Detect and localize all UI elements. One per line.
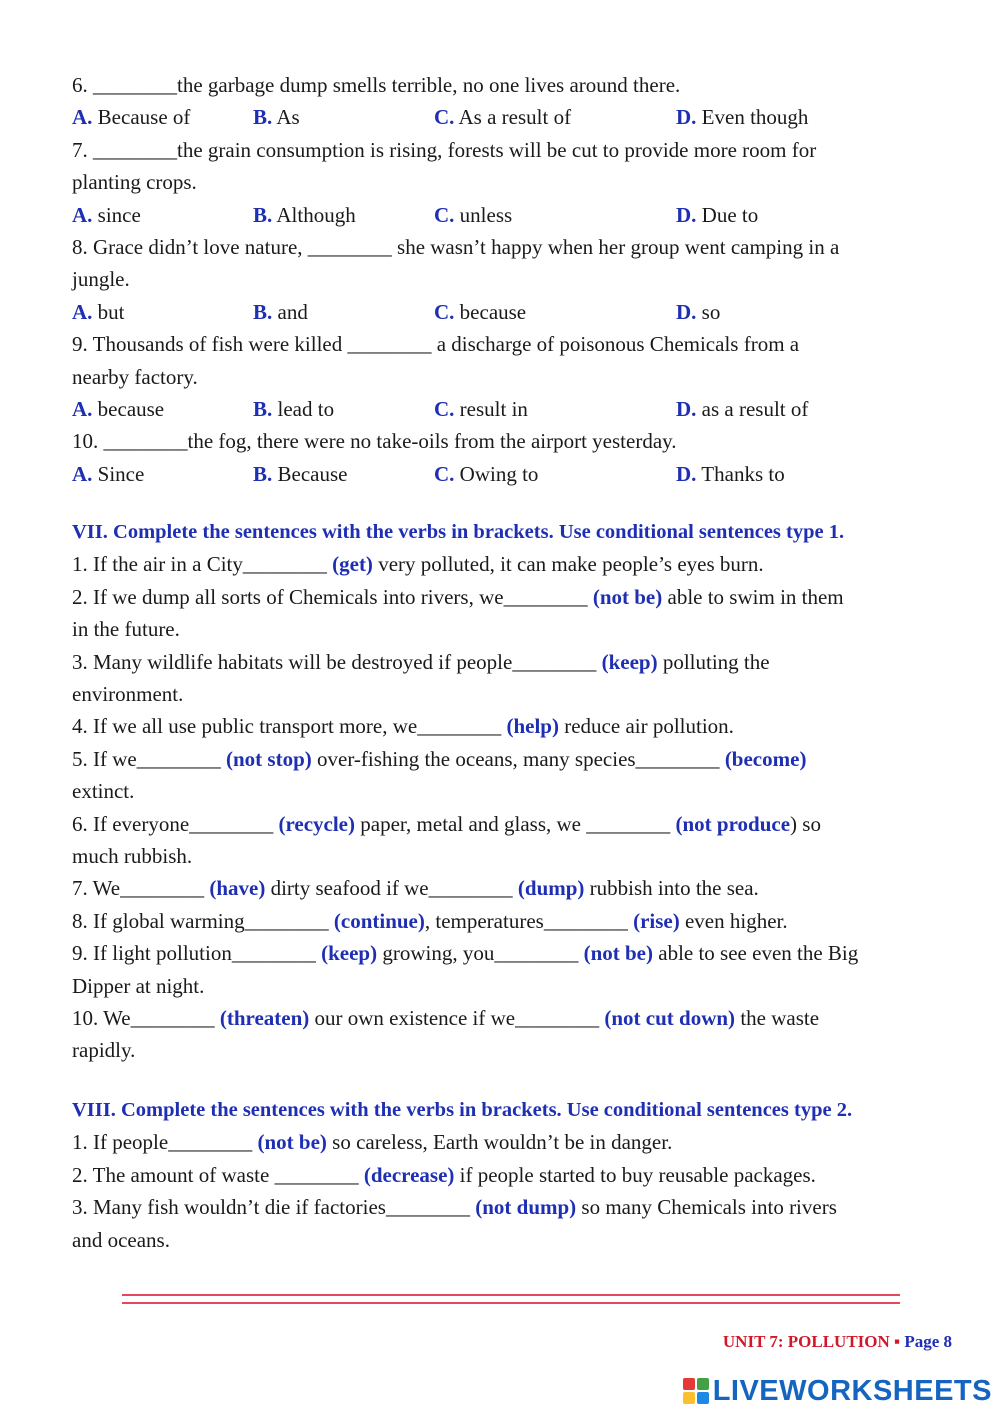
- answer-option[interactable]: [72, 103, 190, 131]
- sentence-text: ) so: [790, 811, 821, 836]
- question-text: 10. ________the fog, there were no take-oils from the airport yesterday.: [72, 429, 677, 454]
- answer-option[interactable]: [434, 103, 571, 131]
- option-text: As a result of: [458, 105, 572, 130]
- option-letter: B.: [253, 105, 273, 130]
- exercise-line: [72, 712, 734, 740]
- answer-option[interactable]: [253, 201, 356, 229]
- option-letter: C.: [434, 461, 455, 486]
- answer-option[interactable]: [434, 201, 512, 229]
- exercise-line: [72, 907, 788, 935]
- sentence-text: very polluted, it can make people’s eyes burn.: [372, 552, 764, 577]
- verb-hint: (have): [209, 876, 266, 901]
- option-letter: C.: [434, 202, 455, 227]
- option-text: lead to: [277, 397, 335, 421]
- exercise-line: [72, 842, 192, 870]
- exercise-line: [72, 810, 821, 838]
- question-text: 6. ________the garbage dump smells terrible, no one lives around there.: [72, 73, 681, 97]
- verb-hint: (not produce: [675, 811, 791, 836]
- option-letter: D.: [676, 202, 697, 227]
- verb-hint: (not stop): [225, 746, 312, 771]
- sentence-text: 4. If we all use public transport more, we________: [72, 714, 507, 739]
- answer-option[interactable]: [253, 460, 347, 488]
- option-text: Due to: [701, 202, 759, 227]
- question-text: 7. ________the grain consumption is rising, forests will be cut to provide more room for: [72, 137, 817, 162]
- exercise-line: [72, 972, 204, 1000]
- exercise-line: [72, 680, 183, 708]
- sentence-text: rapidly.: [72, 1038, 136, 1063]
- sentence-text: 1. If people________: [72, 1130, 258, 1155]
- sentence-text: 8. If global warming________: [72, 908, 334, 933]
- sentence-text: 1. If the air in a City________: [72, 552, 333, 577]
- verb-hint: (not be): [592, 584, 663, 609]
- verb-hint: (not be): [257, 1130, 327, 1155]
- sentence-text: so many Chemicals into rivers: [576, 1195, 837, 1220]
- sentence-text: , temperatures________: [424, 908, 634, 933]
- brand-name: LIVEWORKSHEETS: [712, 1374, 992, 1407]
- page-footer: [723, 1330, 952, 1354]
- answer-option[interactable]: [253, 298, 308, 326]
- option-text: as a result of: [701, 397, 809, 421]
- option-letter: C.: [434, 397, 455, 421]
- sentence-text: 6. If everyone________: [72, 811, 279, 836]
- sentence-text: 3. Many fish wouldn’t die if factories________: [72, 1195, 476, 1220]
- sentence-text: polluting the: [657, 649, 770, 674]
- footer-divider: [122, 1294, 900, 1304]
- answer-option[interactable]: [676, 298, 720, 326]
- sentence-text: 3. Many wildlife habitats will be destroyed if people________: [72, 649, 602, 674]
- answer-option[interactable]: [253, 395, 334, 423]
- sentence-text: if people started to buy reusable packages.: [454, 1162, 816, 1187]
- sentence-text: so careless, Earth wouldn’t be in danger.: [326, 1130, 673, 1155]
- option-text: because: [459, 299, 527, 324]
- option-text: As: [276, 105, 300, 130]
- option-text: because: [97, 397, 165, 421]
- answer-option[interactable]: [434, 395, 528, 423]
- sentence-text: the waste: [735, 1006, 820, 1030]
- exercise-line: [72, 1226, 170, 1254]
- answer-option[interactable]: [72, 460, 144, 488]
- option-text: but: [97, 299, 125, 324]
- sentence-text: even higher.: [679, 908, 788, 933]
- question-text: nearby factory.: [72, 364, 198, 389]
- verb-hint: (get): [332, 552, 373, 577]
- sentence-text: Dipper at night.: [72, 973, 205, 998]
- option-text: Owing to: [459, 461, 539, 486]
- answer-option[interactable]: [72, 201, 141, 229]
- option-letter: C.: [434, 299, 455, 324]
- verb-hint: (not cut down): [604, 1006, 736, 1030]
- option-letter: D.: [676, 397, 697, 421]
- sentence-text: able to see even the Big: [653, 941, 859, 966]
- sentence-text: much rubbish.: [72, 844, 193, 868]
- sentence-text: rubbish into the sea.: [584, 876, 759, 901]
- exercise-line: [72, 874, 759, 902]
- verb-hint: (not be): [583, 941, 653, 966]
- answer-option[interactable]: [72, 298, 125, 326]
- option-text: Even though: [701, 105, 809, 130]
- verb-hint: (become): [724, 746, 807, 771]
- sentence-text: in the future.: [72, 617, 180, 642]
- exercise-line: [72, 1036, 135, 1064]
- exercise-line: [72, 777, 134, 805]
- option-text: result in: [459, 397, 528, 421]
- sentence-text: 9. If light pollution________: [72, 941, 322, 966]
- sentence-text: able to swim in them: [662, 584, 844, 609]
- section-heading: VII. Complete the sentences with the verbs in brackets. Use conditional sentences type 1.: [72, 521, 845, 543]
- option-letter: B.: [253, 461, 273, 486]
- verb-hint: (recycle): [278, 811, 355, 836]
- sentence-text: 10. We________: [72, 1006, 220, 1030]
- option-letter: A.: [72, 202, 93, 227]
- answer-option[interactable]: [72, 395, 164, 423]
- exercise-line: [72, 550, 764, 578]
- option-text: since: [97, 202, 141, 227]
- exercise-line: [72, 1128, 672, 1156]
- answer-option[interactable]: [676, 201, 758, 229]
- exercise-line: [72, 745, 806, 773]
- exercise-line: [72, 648, 770, 676]
- question-text: jungle.: [72, 267, 130, 292]
- answer-option[interactable]: [676, 460, 785, 488]
- option-text: Although: [276, 202, 356, 227]
- option-text: unless: [459, 202, 513, 227]
- answer-option[interactable]: [434, 460, 538, 488]
- sentence-text: over-fishing the oceans, many species________: [311, 746, 725, 771]
- exercise-line: [72, 1004, 819, 1032]
- option-text: Because: [277, 461, 348, 486]
- verb-hint: (threaten): [219, 1006, 310, 1030]
- option-text: Thanks to: [701, 461, 785, 486]
- verb-hint: (help): [506, 714, 559, 739]
- option-text: Since: [97, 461, 145, 486]
- answer-option[interactable]: [434, 298, 526, 326]
- question-text: 8. Grace didn’t love nature, ________ she wasn’t happy when her group went camping in a: [72, 235, 840, 259]
- option-letter: A.: [72, 299, 93, 324]
- sentence-text: dirty seafood if we________: [265, 876, 518, 901]
- option-letter: D.: [676, 461, 697, 486]
- option-letter: A.: [72, 397, 93, 421]
- sentence-text: 7. We________: [72, 876, 210, 901]
- sentence-text: extinct.: [72, 779, 135, 804]
- option-letter: B.: [253, 202, 273, 227]
- brand-mark-icon: [683, 1378, 709, 1404]
- sentence-text: 2. If we dump all sorts of Chemicals into rivers, we________: [72, 584, 593, 609]
- sentence-text: paper, metal and glass, we ________: [355, 811, 676, 836]
- sentence-text: 5. If we________: [72, 746, 226, 771]
- verb-hint: (not dump): [475, 1195, 577, 1220]
- verb-hint: (dump): [517, 876, 585, 901]
- exercise-line: [72, 939, 858, 967]
- exercise-line: [72, 1193, 837, 1221]
- option-letter: B.: [253, 299, 273, 324]
- verb-hint: (keep): [601, 649, 658, 674]
- exercise-line: [72, 1161, 816, 1189]
- exercise-line: [72, 615, 180, 643]
- verb-hint: (rise): [633, 908, 680, 933]
- sentence-text: our own existence if we________: [309, 1006, 605, 1030]
- answer-option[interactable]: [676, 395, 808, 423]
- option-text: so: [701, 299, 721, 324]
- option-letter: D.: [676, 299, 697, 324]
- brand-logo: [683, 1374, 992, 1408]
- verb-hint: (decrease): [363, 1162, 455, 1187]
- answer-option[interactable]: [676, 103, 808, 131]
- question-text: planting crops.: [72, 170, 197, 195]
- unit-title: UNIT 7: POLLUTION ▪: [722, 1332, 905, 1351]
- section-heading: VIII. Complete the sentences with the verbs in brackets. Use conditional sentences type 2.: [72, 1099, 853, 1121]
- answer-option[interactable]: [253, 103, 300, 131]
- verb-hint: (keep): [321, 941, 378, 966]
- verb-hint: (continue): [333, 908, 425, 933]
- option-letter: C.: [434, 105, 455, 130]
- page-number: Page 8: [904, 1332, 952, 1351]
- sentence-text: and oceans.: [72, 1227, 170, 1252]
- question-text: 9. Thousands of fish were killed ________ a discharge of poisonous Chemicals from a: [72, 332, 800, 357]
- sentence-text: growing, you________: [377, 941, 584, 966]
- sentence-text: reduce air pollution.: [558, 714, 734, 739]
- option-letter: B.: [253, 397, 273, 421]
- option-letter: D.: [676, 105, 697, 130]
- option-text: Because of: [97, 105, 191, 130]
- sentence-text: environment.: [72, 682, 184, 706]
- option-letter: A.: [72, 461, 93, 486]
- option-letter: A.: [72, 105, 93, 130]
- sentence-text: 2. The amount of waste ________: [72, 1162, 364, 1187]
- option-text: and: [277, 299, 308, 324]
- exercise-line: [72, 583, 844, 611]
